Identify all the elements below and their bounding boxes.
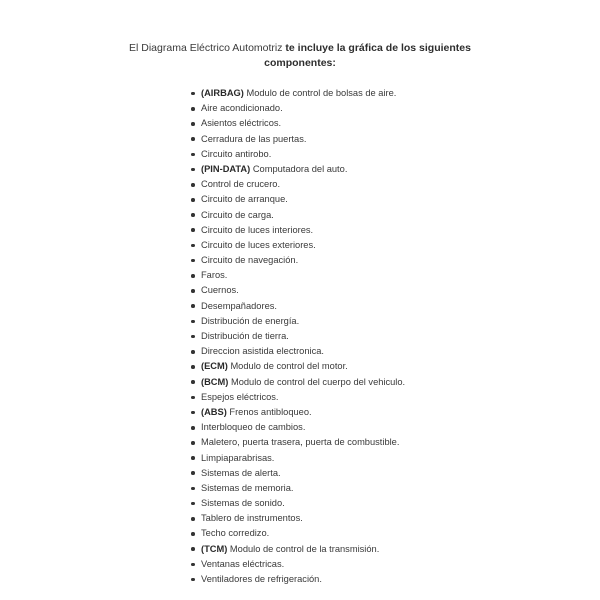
list-item <box>189 375 405 390</box>
bullet-icon <box>191 350 195 354</box>
bullet-icon <box>191 456 195 460</box>
bullet-icon <box>191 426 195 430</box>
list-item <box>189 329 405 344</box>
component-text: Computadora del auto. <box>250 163 348 174</box>
bullet-icon <box>191 396 195 400</box>
component-text: Circuito de navegación. <box>201 255 299 266</box>
list-item <box>189 451 405 466</box>
bullet-icon <box>191 213 195 217</box>
bullet-icon <box>191 532 195 536</box>
bullet-icon <box>191 471 195 475</box>
bullet-icon <box>191 137 195 141</box>
component-text: Ventiladores de refrigeración. <box>201 574 322 584</box>
intro-line-2: componentes: <box>264 57 336 69</box>
bullet-icon <box>191 441 195 445</box>
list-item <box>189 147 405 162</box>
component-text: Modulo de control del motor. <box>227 361 348 372</box>
bullet-icon <box>191 335 195 339</box>
bullet-icon <box>191 107 195 111</box>
list-item <box>189 192 405 207</box>
bullet-icon <box>191 274 195 278</box>
bullet-icon <box>191 502 195 506</box>
list-item <box>189 253 405 268</box>
component-code: (PIN-DATA) <box>201 163 251 174</box>
list-item <box>189 511 405 526</box>
bullet-icon <box>191 259 195 263</box>
component-text: Frenos antibloqueo. <box>226 406 312 417</box>
component-text: Circuito de arranque. <box>201 194 288 205</box>
component-text: Desempañadores. <box>201 300 277 311</box>
component-text: Sistemas de sonido. <box>201 498 285 509</box>
bullet-icon <box>191 153 195 157</box>
component-text: Distribución de tierra. <box>201 331 289 341</box>
component-text: Control de crucero. <box>201 179 281 190</box>
list-item <box>189 359 405 374</box>
list-item <box>189 344 405 359</box>
component-text: Distribución de energía. <box>201 315 300 326</box>
list-item <box>189 238 405 253</box>
component-text: Tablero de instrumentos. <box>201 513 303 524</box>
component-text: Espejos eléctricos. <box>201 391 279 402</box>
component-text: Circuito de luces interiores. <box>201 224 314 235</box>
list-item <box>189 162 405 177</box>
list-item <box>189 572 405 587</box>
bullet-icon <box>191 304 195 308</box>
component-text: Sistemas de alerta. <box>201 467 281 478</box>
bullet-icon <box>191 411 195 415</box>
list-item <box>189 496 405 511</box>
component-text: Modulo de control del cuerpo del vehiculo. <box>228 376 406 387</box>
bullet-icon <box>191 517 195 521</box>
list-item <box>189 177 405 192</box>
list-item <box>189 132 405 147</box>
list-item <box>189 526 405 541</box>
component-text: Interbloqueo de cambios. <box>201 422 306 433</box>
bullet-icon <box>191 122 195 126</box>
list-item <box>189 466 405 481</box>
list-item <box>189 223 405 238</box>
component-text: Circuito de luces exteriores. <box>201 239 316 250</box>
component-code: (ABS) <box>201 406 227 417</box>
list-item <box>189 101 405 116</box>
list-item <box>189 116 405 131</box>
component-code: (AIRBAG) <box>201 88 244 98</box>
bullet-icon <box>191 168 195 172</box>
list-item <box>189 314 405 329</box>
component-text: Faros. <box>201 270 228 281</box>
list-item <box>189 557 405 572</box>
intro-normal-text: El Diagrama Eléctrico Automotriz <box>129 42 286 54</box>
list-item <box>189 435 405 450</box>
bullet-icon <box>191 547 195 551</box>
component-text: Sistemas de memoria. <box>201 482 294 493</box>
list-item <box>189 405 405 420</box>
bullet-icon <box>191 183 195 187</box>
bullet-icon <box>191 578 195 582</box>
list-item <box>189 268 405 283</box>
component-text: Asientos eléctricos. <box>201 118 282 129</box>
component-text: Modulo de control de la transmisión. <box>227 543 380 554</box>
component-code: (BCM) <box>201 376 229 387</box>
component-list <box>189 86 405 587</box>
component-text: Cuernos. <box>201 285 239 296</box>
list-item <box>189 299 405 314</box>
bullet-icon <box>191 365 195 369</box>
component-code: (TCM) <box>201 543 228 554</box>
bullet-icon <box>191 289 195 293</box>
component-text: Circuito antirobo. <box>201 148 272 159</box>
bullet-icon <box>191 320 195 324</box>
component-text: Direccion asistida electronica. <box>201 346 324 357</box>
bullet-icon <box>191 92 195 96</box>
intro-bold-text: te incluye la gráfica de los siguientes <box>285 42 471 54</box>
list-item <box>189 542 405 557</box>
bullet-icon <box>191 487 195 491</box>
component-text: Aire acondicionado. <box>201 103 283 114</box>
bullet-icon <box>191 198 195 202</box>
component-text: Circuito de carga. <box>201 209 274 220</box>
bullet-icon <box>191 244 195 248</box>
component-text: Limpiaparabrisas. <box>201 452 275 463</box>
intro-paragraph <box>0 41 600 71</box>
bullet-icon <box>191 563 195 567</box>
bullet-icon <box>191 228 195 232</box>
component-text: Cerradura de las puertas. <box>201 133 307 144</box>
list-item <box>189 481 405 496</box>
list-item <box>189 208 405 223</box>
component-text: Techo corredizo. <box>201 528 270 539</box>
list-item <box>189 283 405 298</box>
intro-line-1 <box>0 41 600 56</box>
list-item <box>189 390 405 405</box>
component-text: Modulo de control de bolsas de aire. <box>243 88 397 98</box>
bullet-icon <box>191 380 195 384</box>
component-code: (ECM) <box>201 361 228 372</box>
list-item <box>189 420 405 435</box>
list-item <box>189 86 405 101</box>
component-text: Maletero, puerta trasera, puerta de combustible. <box>201 437 400 448</box>
component-text: Ventanas eléctricas. <box>201 558 285 569</box>
